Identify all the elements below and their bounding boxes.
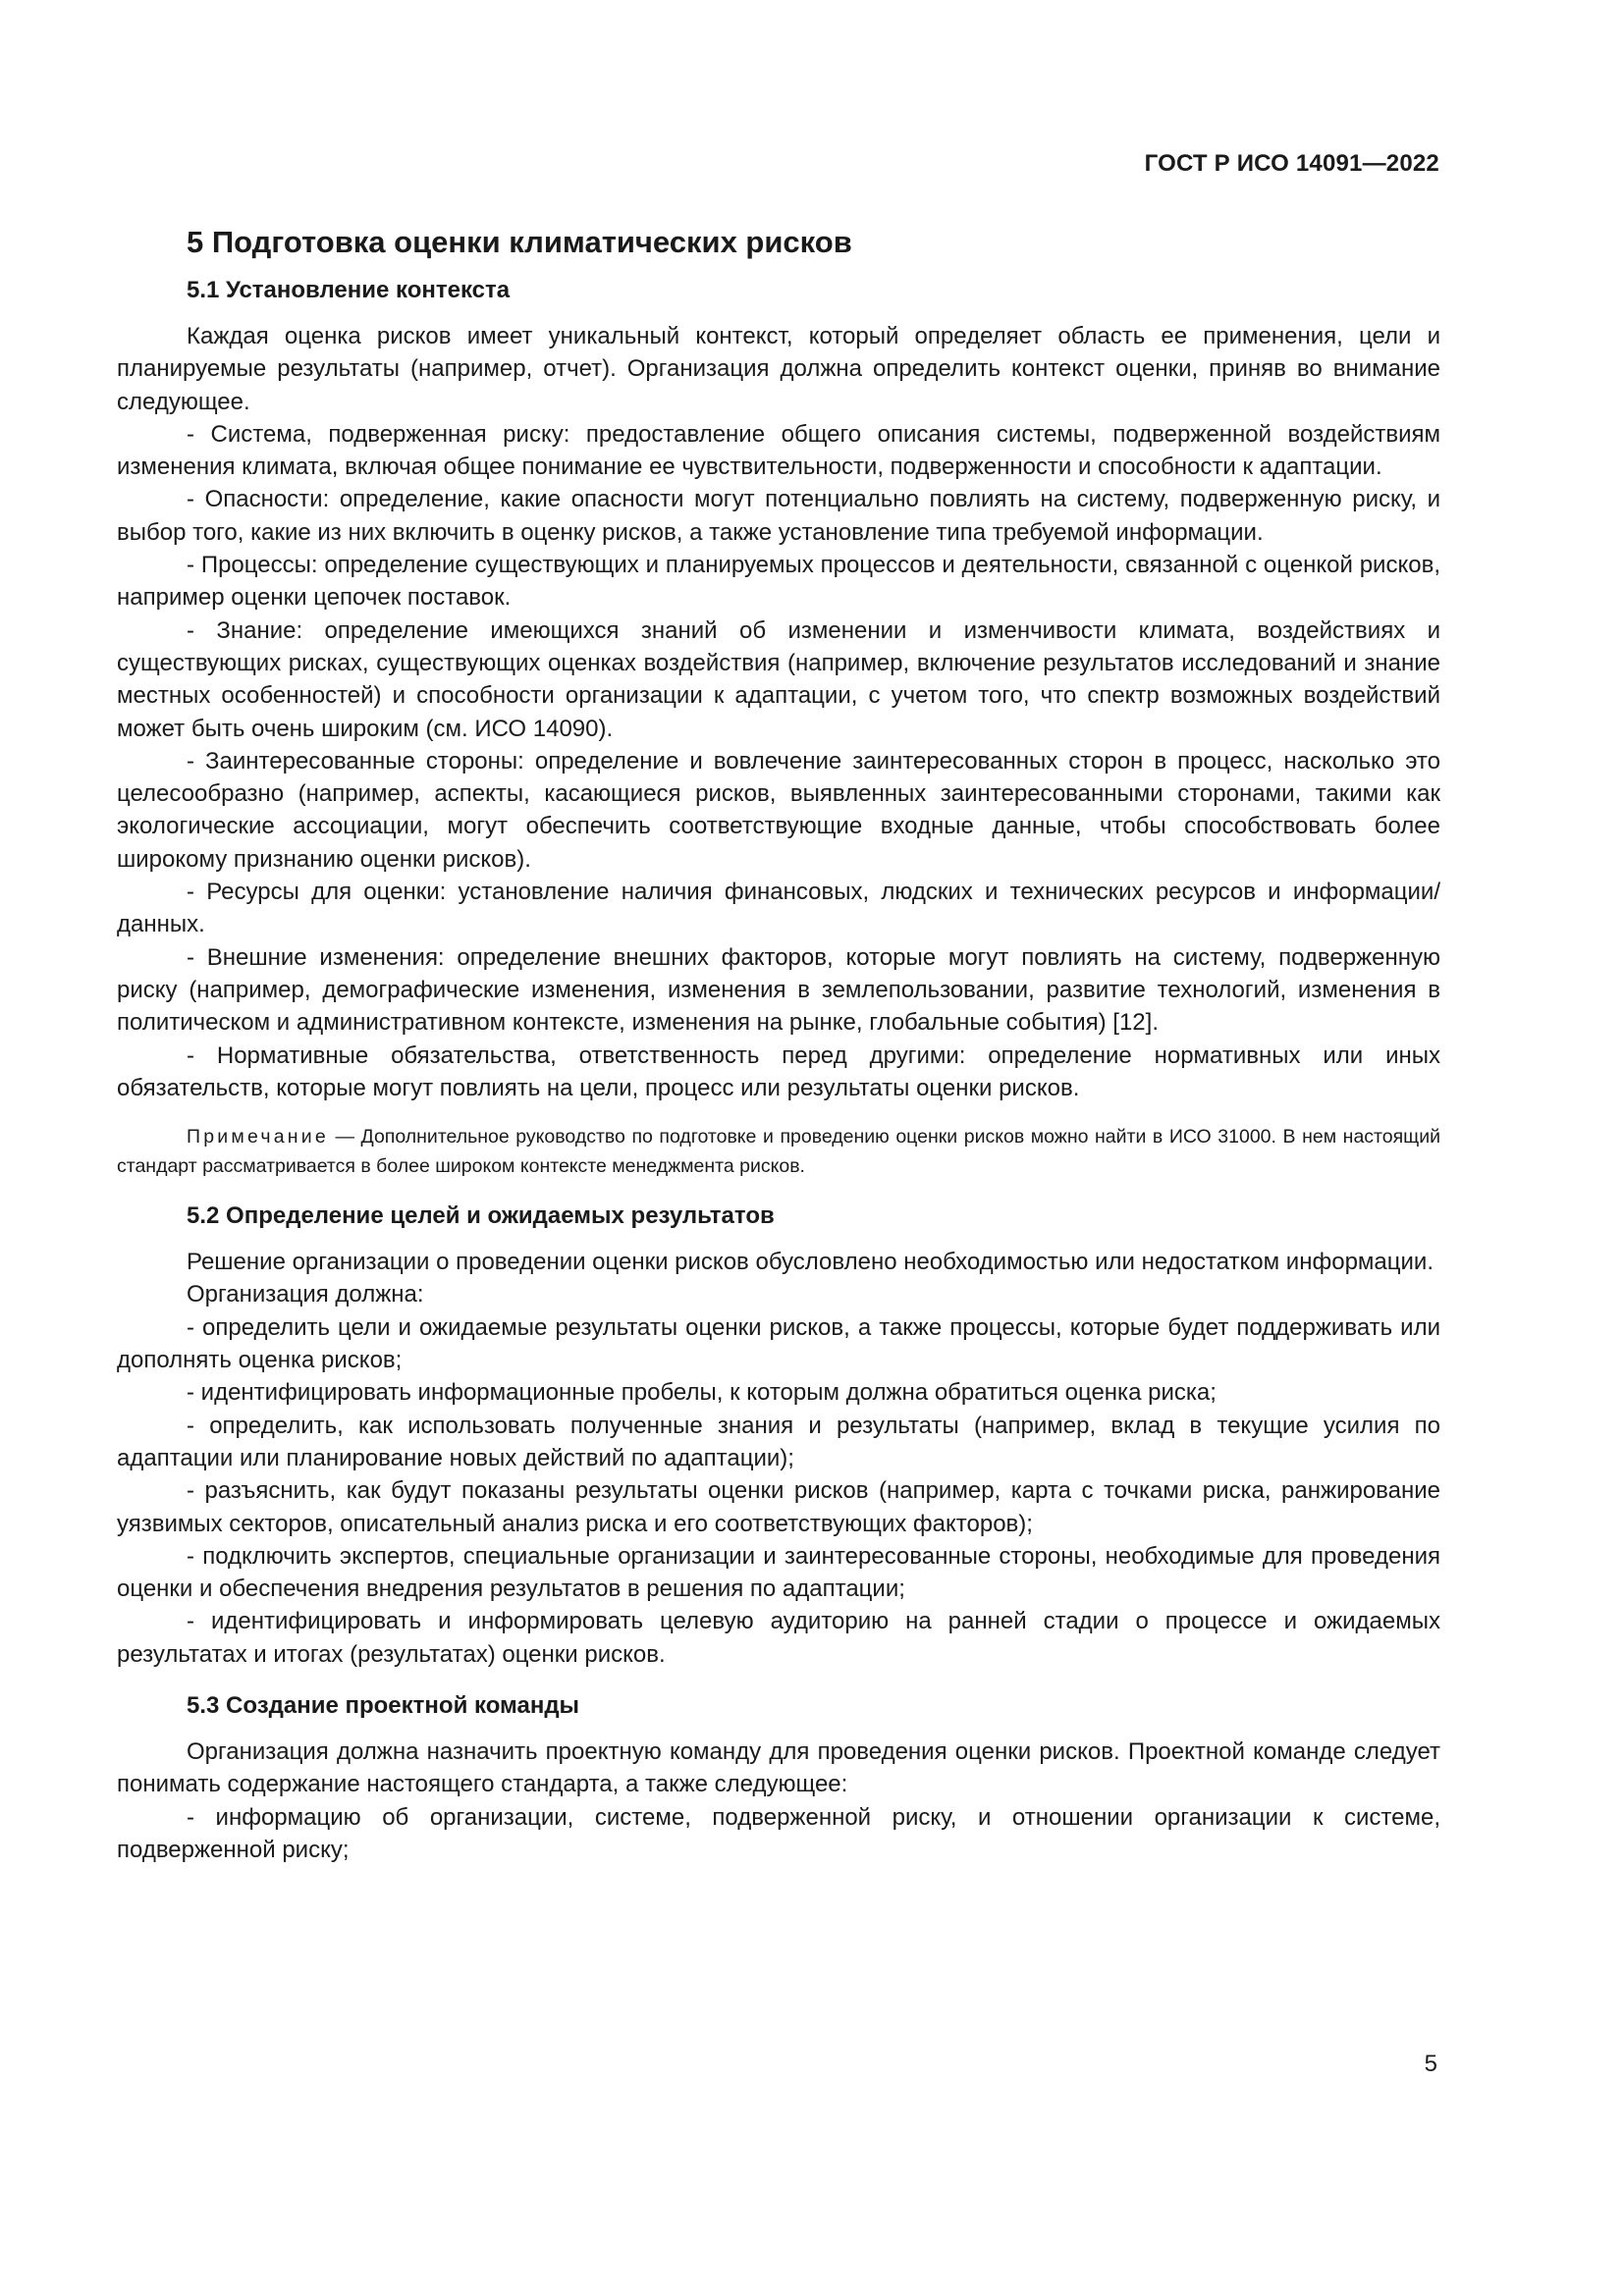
list-item: - Знание: определение имеющихся знаний об изменении и изменчивости климата, воздействиях и существующих рисках, существующих оценках воздействия (например, включение результатов исследований и знание местных особенностей) и способности организации к адаптации, с учетом того, что спектр возможных воздействий может быть очень широким (см. ИСО 14090). xyxy=(117,616,1440,742)
page-content xyxy=(117,218,1440,1866)
list-item: - определить цели и ожидаемые результаты оценки рисков, а также процессы, которые будет поддерживать или дополнять оценка рисков; xyxy=(117,1313,1440,1374)
list-item: - Внешние изменения: определение внешних факторов, которые могут повлиять на систему, подверженную риску (например, демографические изменения, изменения в землепользовании, развитие технологий, изменения в политическом и административном контексте, изменения на рынке, глобальные события) [12]. xyxy=(117,943,1440,1037)
list-item: - Процессы: определение существующих и планируемых процессов и деятельности, связанной с оценкой рисков, например оценки цепочек поставок. xyxy=(117,552,1440,612)
list-item: - определить, как использовать полученные знания и результаты (например, вклад в текущие усилия по адаптации или планирование новых действий по адаптации); xyxy=(117,1412,1440,1471)
page-number: 5 xyxy=(1424,2051,1437,2077)
paragraph: Решение организации о проведении оценки рисков обусловлено необходимостью или недостатком информации. xyxy=(187,1249,1434,1276)
subsection-title-5-1: 5.1 Установление контекста xyxy=(187,277,511,303)
list-item: - разъяснить, как будут показаны результаты оценки рисков (например, карта с точками риска, ранжирование уязвимых секторов, описательный анализ риска и его соответствующих факторов); xyxy=(117,1477,1440,1537)
list-item: - идентифицировать и информировать целевую аудиторию на ранней стадии о процессе и ожидаемых результатах и итогах (результатах) оценки рисков. xyxy=(117,1608,1440,1668)
list-item: - Опасности: определение, какие опасности могут потенциально повлиять на систему, подверженную риску, и выбор того, какие из них включить в оценку рисков, а также установление типа требуемой информации. xyxy=(117,486,1440,546)
list-item: - Нормативные обязательства, ответственность перед другими: определение нормативных или иных обязательств, которые могут повлиять на цели, процесс или результаты оценки рисков. xyxy=(117,1041,1440,1101)
paragraph: Организация должна: xyxy=(187,1281,424,1308)
note-text: — Дополнительное руководство по подготовке и проведению оценки рисков можно найти в ИСО 31000. В нем настоящий стандарт рассматривается в более широком контексте менеджмента рисков. xyxy=(117,1126,1440,1178)
standard-code-header: ГОСТ Р ИСО 14091—2022 xyxy=(1144,150,1439,177)
list-item: - Ресурсы для оценки: установление наличия финансовых, людских и технических ресурсов и информации/данных. xyxy=(117,879,1440,938)
section-title: 5 Подготовка оценки климатических рисков xyxy=(187,225,852,259)
list-item: - Система, подверженная риску: предоставление общего описания системы, подверженной воздействиям изменения климата, включая общее понимание ее чувствительности, подверженности и способности к адаптации. xyxy=(117,420,1440,481)
subsection-title-5-3: 5.3 Создание проектной команды xyxy=(187,1691,580,1719)
paragraph: Каждая оценка рисков имеет уникальный контекст, который определяет область ее применения, цели и планируемые результаты (например, отчет). Организация должна определить контекст оценки, приняв во внимание следующее. xyxy=(117,323,1440,415)
list-item: - Заинтересованные стороны: определение и вовлечение заинтересованных сторон в процесс, насколько это целесообразно (например, аспекты, касающиеся рисков, выявленных заинтересованными сторонами, такими как экологические ассоциации, могут обеспечить соответствующие входные данные, чтобы способствовать более широкому признанию оценки рисков). xyxy=(117,747,1440,873)
note xyxy=(117,1122,1440,1181)
list-item: - подключить экспертов, специальные организации и заинтересованные стороны, необходимые для проведения оценки и обеспечения внедрения результатов в решения по адаптации; xyxy=(117,1542,1440,1603)
list-item: - идентифицировать информационные пробелы, к которым должна обратиться оценка риска; xyxy=(187,1379,1217,1407)
note-label: Примечание xyxy=(187,1126,329,1148)
paragraph: Организация должна назначить проектную команду для проведения оценки рисков. Проектной команде следует понимать содержание настоящего стандарта, а также следующее: xyxy=(117,1737,1440,1798)
list-item: - информацию об организации, системе, подверженной риску, и отношении организации к системе, подверженной риску; xyxy=(117,1803,1440,1863)
subsection-title-5-2: 5.2 Определение целей и ожидаемых результатов xyxy=(187,1202,775,1230)
